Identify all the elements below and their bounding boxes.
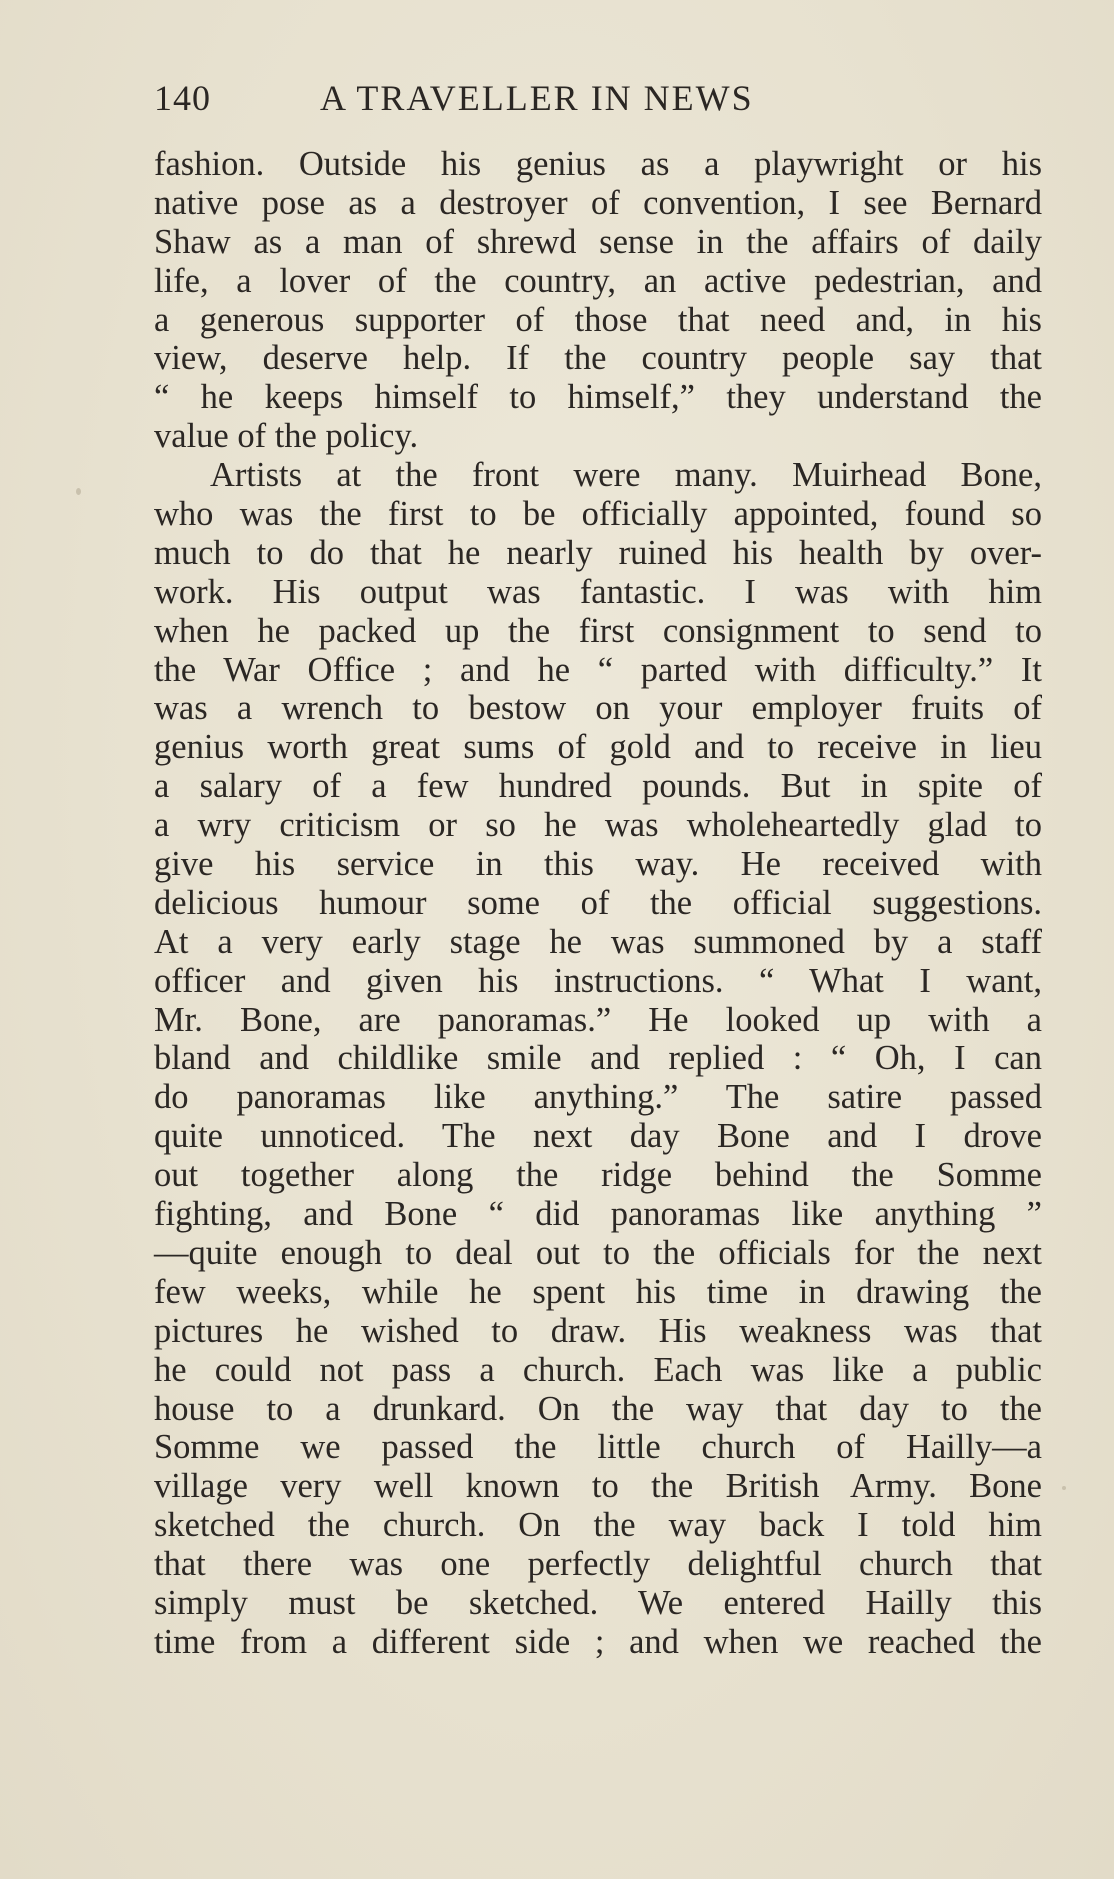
paper-speck: [1062, 1486, 1066, 1490]
text-line: house to a drunkard. On the way that day to the: [154, 1389, 1042, 1428]
text-line: do panoramas like anything.” The satire passed: [154, 1078, 1042, 1117]
text-line: genius worth great sums of gold and to receive in lieu: [154, 728, 1042, 767]
text-line: village very well known to the British Army. Bone: [154, 1467, 1042, 1506]
running-head: [154, 76, 1040, 120]
text-line: Shaw as a man of shrewd sense in the affairs of daily: [154, 222, 1042, 261]
text-line: officer and given his instructions. “ What I want,: [154, 961, 1042, 1000]
text-line: that there was one perfectly delightful church that: [154, 1545, 1042, 1584]
text-line: time from a different side ; and when we reached the: [154, 1622, 1042, 1661]
text-line: —quite enough to deal out to the officials for the next: [154, 1233, 1042, 1272]
running-title: A TRAVELLER IN NEWS: [320, 78, 754, 118]
text-line: Mr. Bone, are panoramas.” He looked up with a: [154, 1000, 1042, 1039]
paper-speck: [76, 488, 81, 495]
text-line: sketched the church. On the way back I told him: [154, 1506, 1042, 1545]
text-line: a generous supporter of those that need and, in his: [154, 300, 1042, 339]
text-line: delicious humour some of the official suggestions.: [154, 883, 1042, 922]
text-line: native pose as a destroyer of convention, I see Bernard: [154, 183, 1042, 222]
text-line: “ he keeps himself to himself,” they understand the: [154, 378, 1042, 417]
text-line: much to do that he nearly ruined his health by over-: [154, 533, 1042, 572]
text-line: few weeks, while he spent his time in drawing the: [154, 1272, 1042, 1311]
text-line: who was the first to be officially appointed, found so: [154, 495, 1042, 534]
text-line: work. His output was fantastic. I was with him: [154, 572, 1042, 611]
body-text: [154, 145, 1042, 1662]
text-line: a wry criticism or so he was wholeheartedly glad to: [154, 806, 1042, 845]
text-line: was a wrench to bestow on your employer fruits of: [154, 689, 1042, 728]
text-line: he could not pass a church. Each was like a public: [154, 1350, 1042, 1389]
text-line: simply must be sketched. We entered Hailly this: [154, 1583, 1042, 1622]
text-line: a salary of a few hundred pounds. But in spite of: [154, 767, 1042, 806]
text-line: life, a lover of the country, an active pedestrian, and: [154, 261, 1042, 300]
text-line: out together along the ridge behind the Somme: [154, 1156, 1042, 1195]
text-line: Artists at the front were many. Muirhead Bone,: [210, 456, 1042, 495]
text-line: when he packed up the first consignment to send to: [154, 611, 1042, 650]
text-line: fighting, and Bone “ did panoramas like anything ”: [154, 1195, 1042, 1234]
text-line: value of the policy.: [154, 417, 419, 456]
text-line: the War Office ; and he “ parted with difficulty.” It: [154, 650, 1042, 689]
text-line: view, deserve help. If the country people say that: [154, 339, 1042, 378]
text-line: give his service in this way. He received with: [154, 845, 1042, 884]
text-line: bland and childlike smile and replied : “ Oh, I can: [154, 1039, 1042, 1078]
text-line: At a very early stage he was summoned by a staff: [154, 922, 1042, 961]
text-line: pictures he wished to draw. His weakness was that: [154, 1311, 1042, 1350]
text-line: Somme we passed the little church of Hailly—a: [154, 1428, 1042, 1467]
text-line: quite unnoticed. The next day Bone and I drove: [154, 1117, 1042, 1156]
text-line: fashion. Outside his genius as a playwright or his: [154, 145, 1042, 183]
page-number: 140: [154, 78, 211, 118]
